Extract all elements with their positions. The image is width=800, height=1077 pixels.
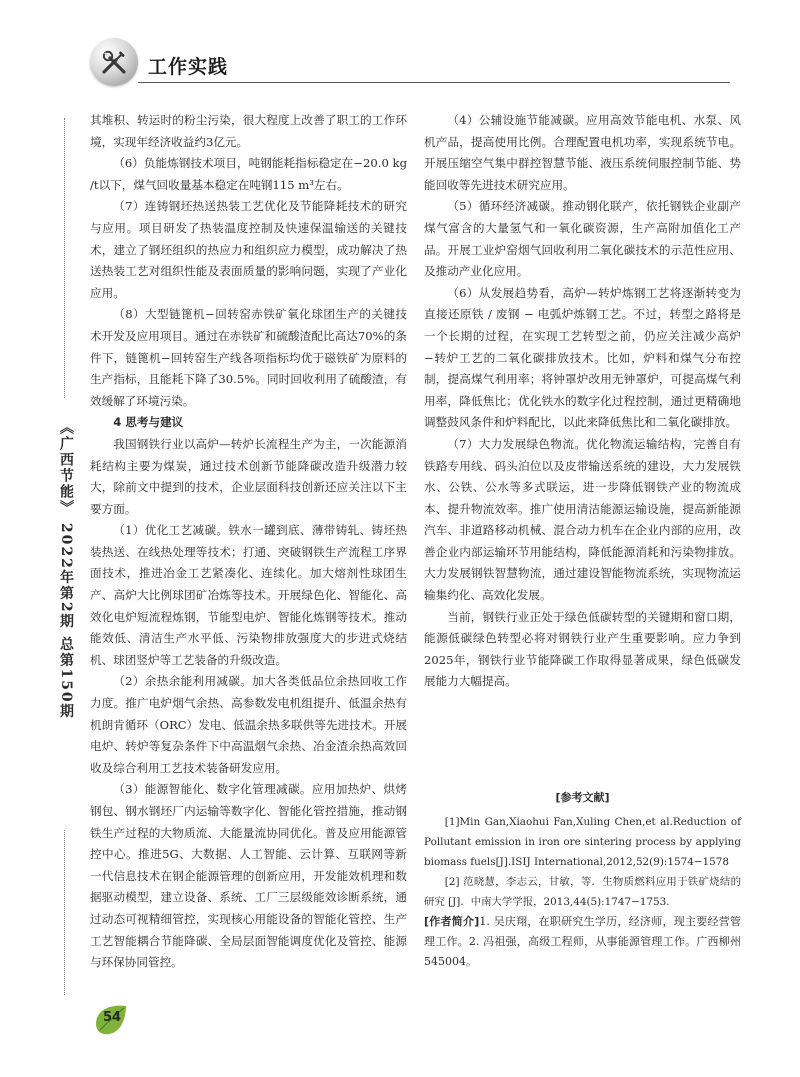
paragraph: 其堆积、转运时的粉尘污染，很大程度上改善了职工的工作环境，实现年经济收益约3亿元。 — [90, 113, 407, 149]
left-column — [90, 110, 407, 974]
paragraph: （8）大型链篦机−回转窑赤铁矿氧化球团生产的关键技术开发及应用项目。通过在赤铁矿和硫酸渣配比高达70%的条件下，链篦机−回转窑生产线各项指标均优于磁铁矿为原料的生产指标，且能耗下降了30.5%。同时回收利用了硫酸渣，有效缓解了环境污染。 — [90, 307, 407, 408]
page-number-badge — [92, 1000, 132, 1040]
paragraph: （3）能源智能化、数字化管理减碳。应用加热炉、烘烤钢包、钢水钢坯厂内运输等数字化、智能化管控措施，推动钢铁生产过程的大物质流、大能量流协同优化。普及应用能源管控中心。推进5G、大数据、人工智能、云计算、互联网等新一代信息技术在钢企能源管理的创新应用，开发能效机理和数据驱动模型，建立设备、系统、工厂三层级能效诊断系统，通过动态可视精细管控，实现核心用能设备的智能化管控、生产工艺智能耦合节能降碳、全局层面智能调度优化及管控、能源与环保协同管控。 — [90, 782, 407, 970]
right-column — [424, 110, 741, 693]
paragraph: （7）连铸钢坯热送热装工艺优化及节能降耗技术的研究与应用。项目研发了热装温度控制及快速保温输送的关键技术，建立了钢坯组织的热应力和组织应力模型，成功解决了热送热装工艺对组织性能及表面质量的影响问题，实现了产业化应用。 — [90, 199, 407, 300]
paragraph: 我国钢铁行业以高炉—转炉长流程生产为主，一次能源消耗结构主要为煤炭，通过技术创新节能降碳改造升级潜力较大，除前文中提到的技术，企业层面科技创新还应关注以下主要方面。 — [90, 436, 407, 516]
paragraph: （7）大力发展绿色物流。优化物流运输结构，完善自有铁路专用线、码头泊位以及皮带输送系统的建设，大力发展铁水、公铁、公水等多式联运，进一步降低钢铁产业的物流成本、提升物流效率。推广使用清洁能源运输设施，提高新能源汽车、非道路移动机械、混合动力机车在企业内部的应用，改善企业内部运输环节用能结构，降低能源消耗和污染物排放。大力发展钢铁智慧物流，通过建设智能物流系统，实现物流运输集约化、高效化发展。 — [424, 436, 741, 603]
section-title: 工作实践 — [148, 56, 229, 78]
page-number: 54 — [102, 1010, 122, 1025]
author-bio — [424, 912, 741, 972]
section-badge — [90, 38, 138, 86]
page-header — [90, 38, 730, 94]
paragraph: （1）优化工艺减碳。铁水一罐到底、薄带铸轧、铸坯热装热送、在线热处理等技术；打通、突破钢铁生产流程工序界面技术，推进冶金工艺紧凑化、连续化。加大熔剂性球团生产、高炉大比例球团矿冶炼等技术。开展绿色化、智能化、高效化电炉短流程炼钢，节能型电炉、智能化炼钢等技术。推动能效低、清洁生产水平低、污染物排放强度大的步进式烧结机、球团竖炉等工艺装备的升级改造。 — [90, 523, 407, 667]
paragraph: 当前，钢铁行业正处于绿色低碳转型的关键期和窗口期，能源低碳绿色转型必将对钢铁行业产生重要影响。应力争到2025年，钢铁行业节能降碳工作取得显著成果，绿色低碳发展能力大幅提高。 — [424, 609, 741, 689]
journal-side-label: 《广西节能》 2022年第2期 总第150期 — [58, 420, 74, 720]
side-divider-top — [64, 118, 65, 398]
references-title: [参考文献] — [555, 791, 610, 804]
author-bio-text: 1. 吴庆翔，在职研究生学历，经济师，现主要经营管理工作。2. 冯祖强，高级工程师，从事能源管理工作。广西柳州 545004。 — [424, 915, 741, 968]
paragraph: （4）公辅设施节能减碳。应用高效节能电机、水泵、风机产品，提高使用比例。合理配置电机功率，实现系统节电。开展压缩空气集中群控智慧节能、液压系统伺服控制节能、势能回收等先进技术研究应用。 — [424, 113, 741, 192]
reference-item: [1]Min Gan,Xiaohui Fan,Xuling Chen,et al.Reduction of Pollutant emission in iron ore sintering process by applying biomass fuels[J].ISIJ International,2012,52(9):1574−1578 — [424, 816, 741, 868]
header-rule — [138, 82, 730, 83]
paragraph: （6）从发展趋势看，高炉—转炉炼钢工艺将逐渐转变为直接还原铁 / 废钢 − 电弧炉炼钢工艺。不过，转型之路将是一个长期的过程，在实现工艺转型之前，仍应关注减少高炉−转炉工艺的二氧化碳排放技术。比如，炉料和煤气分布控制，提高煤气利用率；将钟罩炉改用无钟罩炉，可提高煤气利用率，降低焦比；优化铁水的数字化过程控制，通过更精确地调整鼓风条件和炉料配比，以此来降低焦比和二氧化碳排放。 — [424, 285, 741, 430]
paragraph: （5）循环经济减碳。推动钢化联产，依托钢铁企业副产煤气富含的大量氢气和一氧化碳资源，生产高附加值化工产品。开展工业炉窑烟气回收利用二氧化碳技术的示范性应用、及推动产业化应用。 — [424, 199, 741, 279]
author-bio-label: [作者简介] — [424, 915, 480, 928]
paragraph: （6）负能炼钢技术项目，吨钢能耗指标稳定在−20.0 kg /t以下，煤气回收量基本稳定在吨钢115 m³左右。 — [90, 156, 407, 192]
reference-item: [2] 范晓慧，李志云，甘敏，等．生物质燃料应用于铁矿烧结的研究 [J]．中南大学学报，2013,44(5):1747−1753. — [424, 876, 741, 908]
paragraph: （2）余热余能利用减碳。加大各类低品位余热回收工作力度。推广电炉烟气余热、高参数发电机组提升、低温余热有机朗肯循环（ORC）发电、低温余热多联供等先进技术。开展电炉、转炉等复杂条件下中高温烟气余热、冶金渣余热高效回收及综合利用工艺技术装备研发应用。 — [90, 674, 407, 775]
tools-icon — [99, 47, 129, 77]
section-heading: 4 思考与建议 — [113, 415, 184, 430]
references — [424, 788, 741, 912]
side-divider-bottom — [64, 830, 65, 995]
